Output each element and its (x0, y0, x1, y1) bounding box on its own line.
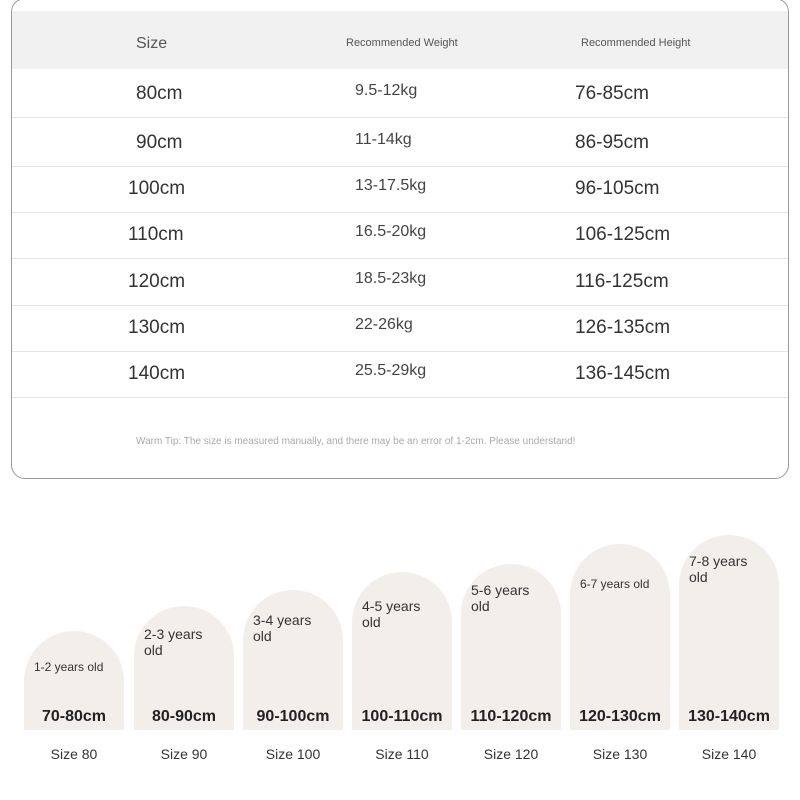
age-arch (570, 544, 670, 730)
row-divider (12, 397, 788, 398)
age-label: 5-6 years old (471, 582, 530, 614)
age-label: 6-7 years old (580, 577, 650, 591)
height-range: 120-130cm (579, 708, 661, 725)
cell-size: 140cm (128, 363, 186, 384)
cell-height: 76-85cm (575, 83, 649, 104)
age-arch (679, 535, 779, 730)
table-row (12, 120, 788, 166)
header-size: Size (136, 35, 168, 52)
age-arch (352, 572, 452, 730)
table-row (12, 351, 788, 397)
height-range: 110-120cm (470, 708, 552, 725)
height-range: 130-140cm (688, 708, 770, 725)
cell-size: 110cm (128, 224, 184, 245)
table-row (12, 71, 788, 117)
cell-size: 100cm (128, 178, 186, 199)
cell-height: 116-125cm (575, 271, 669, 292)
height-range: 80-90cm (151, 708, 217, 725)
size-chart-card (11, 0, 789, 479)
height-range: 100-110cm (361, 708, 443, 725)
row-divider (12, 117, 788, 118)
cell-weight: 13-17.5kg (355, 177, 427, 194)
table-row (12, 166, 788, 212)
cell-size: 120cm (128, 271, 186, 292)
cell-weight: 9.5-12kg (355, 82, 418, 99)
header-weight: Recommended Weight (346, 37, 458, 49)
age-label: 3-4 years old (253, 612, 312, 644)
cell-height: 106-125cm (575, 224, 671, 245)
age-arch (461, 564, 561, 730)
age-label: 2-3 years old (144, 626, 203, 658)
cell-weight: 11-14kg (355, 131, 412, 148)
age-label: 4-5 years old (362, 598, 421, 630)
age-label: 1-2 years old (34, 660, 104, 674)
table-row (12, 305, 788, 351)
age-size-chart (0, 500, 800, 800)
table-row (12, 212, 788, 258)
size-label: Size 90 (160, 746, 208, 762)
cell-weight: 18.5-23kg (355, 270, 427, 287)
cell-size: 130cm (128, 317, 186, 338)
cell-height: 86-95cm (575, 132, 649, 153)
age-label: 7-8 years old (689, 553, 748, 585)
cell-size: 80cm (136, 83, 183, 104)
size-label: Size 140 (701, 746, 757, 762)
cell-size: 90cm (136, 132, 183, 153)
cell-height: 136-145cm (575, 363, 671, 384)
cell-weight: 25.5-29kg (355, 362, 427, 379)
age-arch (24, 631, 124, 730)
size-label: Size 110 (375, 746, 429, 762)
table-row (12, 259, 788, 305)
size-label: Size 80 (50, 746, 98, 762)
age-arch (243, 590, 343, 730)
cell-height: 96-105cm (575, 178, 660, 199)
size-label: Size 130 (592, 746, 648, 762)
age-arch (134, 606, 234, 730)
cell-height: 126-135cm (575, 317, 671, 338)
warm-tip: Warm Tip: The size is measured manually, and there may be an error of 1-2cm. Please understand! (136, 436, 576, 447)
size-label: Size 120 (483, 746, 539, 762)
height-range: 90-100cm (256, 708, 330, 725)
height-range: 70-80cm (41, 708, 107, 725)
cell-weight: 16.5-20kg (355, 223, 427, 240)
size-label: Size 100 (265, 746, 321, 762)
cell-weight: 22-26kg (355, 316, 413, 333)
header-height: Recommended Height (581, 37, 691, 49)
